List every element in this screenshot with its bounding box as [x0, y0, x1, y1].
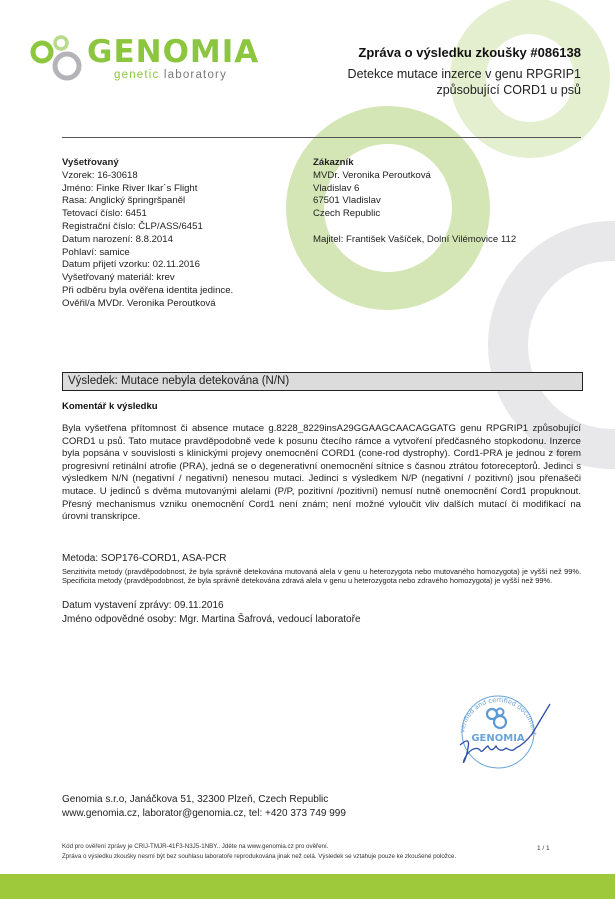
footer-address: Genomia s.r.o, Janáčkova 51, 32300 Plzeň, Czech Republic [62, 794, 329, 805]
patient-name: Jméno: Finke River Ikar´s Flight [62, 182, 198, 194]
patient-sample: Vzorek: 16-30618 [62, 169, 138, 181]
patient-verified-by: Ověřil/a MVDr. Veronika Peroutková [62, 297, 216, 309]
report-subtitle [348, 66, 581, 98]
logo-tagline-gray: laboratory [163, 69, 228, 81]
header-divider [62, 137, 581, 138]
customer-city: 67501 Vladislav [313, 195, 381, 207]
issued-section [62, 599, 361, 626]
footer-notes [62, 842, 456, 861]
responsible-person: Jméno odpovědné osoby: Mgr. Martina Šafrová, vedoucí laboratoře [62, 613, 361, 625]
genomia-logo [30, 32, 270, 92]
method-label: Metoda: SOP176-CORD1, ASA-PCR [62, 553, 227, 564]
disclaimer: Zpráva o výsledku zkoušky nesmí být bez souhlasu laboratoře reprodukována jinak než celá. Výsledek se vztahuje pouze ke zkoušené položce. [62, 852, 457, 860]
report-title: Zpráva o výsledku zkoušky #086138 [358, 45, 581, 60]
method-note: Senzitivita metody (pravděpodobnost, že byla správně detekována mutovaná alela v genu u heterozygota nebo mutovaného homozygota) je vyšší než 99%. Specificita metody (pravděpodobnost, že byla správně detekována zdravá alela v genu u heterozygota nebo zdravého homozygota) je vyšší než 99%. [62, 567, 581, 586]
patient-birthdate: Datum narození: 8.8.2014 [62, 233, 173, 245]
page-number: 1 / 1 [537, 845, 550, 852]
patient-section [62, 157, 302, 311]
patient-heading: Vyšetřovaný [62, 157, 119, 168]
patient-tattoo: Tetovací číslo: 6451 [62, 208, 147, 220]
patient-material: Vyšetřovaný materiál: krev [62, 272, 175, 284]
patient-registration: Registrační číslo: ČLP/ASS/6451 [62, 220, 203, 232]
customer-street: Vladislav 6 [313, 182, 360, 194]
ring-gray [508, 241, 615, 449]
customer-heading: Zákazník [313, 157, 354, 168]
issue-date: Datum vystavení zprávy: 09.11.2016 [62, 600, 224, 611]
patient-received-date: Datum přijetí vzorku: 02.11.2016 [62, 259, 200, 271]
bottom-green-bar [0, 874, 615, 899]
owner-line: Majitel: František Vašíček, Dolní Vilémovice 112 [313, 233, 517, 245]
footer-contact: www.genomia.cz, laborator@genomia.cz, tel: +420 373 749 999 [62, 808, 346, 819]
stamp-brand: GENOMIA [471, 733, 525, 744]
stamp-ring-text: verified and certified document [458, 695, 539, 736]
customer-country: Czech Republic [313, 208, 381, 220]
logo-circles-icon [30, 32, 88, 90]
certification-stamp [440, 690, 560, 770]
footer-address-block [62, 793, 346, 821]
patient-sex: Pohlaví: samice [62, 246, 130, 258]
patient-identity-note: Při odběru byla ověřena identita jedince. [62, 284, 234, 296]
logo-tagline-green: genetic [114, 69, 160, 81]
customer-name: MVDr. Veronika Peroutková [313, 169, 431, 181]
comment-heading: Komentář k výsledku [62, 401, 158, 412]
patient-breed: Rasa: Anglický špringršpaněl [62, 195, 186, 207]
report-subtitle-line1: Detekce mutace inzerce v genu RPGRIP1 [347, 67, 581, 81]
customer-section [313, 157, 603, 247]
verification-code: Kód pro ověření zprávy je CRIJ-TMJR-41F3-N3J5-1NBY.. Jděte na www.genomia.cz pro ověření. [62, 843, 329, 850]
result-box: Výsledek: Mutace nebyla detekována (N/N) [62, 372, 583, 391]
comment-body: Byla vyšetřena přítomnost či absence mutace g.8228_8229insA29GGAAGCAACAGGATG genu RPGRIP1 způsobující CORD1 u psů. Tato mutace pravděpodobně vede k posunu čtecího rámce a vytvoření předčasného stopkodonu. Inzerce byla popsána v souvislosti s klinickými projevy onemocnění CORD1 (cone-rod dystrophy). Cord1-PRA je jednou z forem progresivní retinální atrofie (PRA), jedná se o degenerativní onemocnění sítnice s časnou ztrátou fotoreceptorů. Jedinci s výsledkem N/N (negativní / negativní) nenesou mutaci. Jedinci s výsledkem N/P (negativní / pozitivní) jsou přenašeči mutace. U jedinců s dvěma mutovanými alelami (P/P, pozitivní /pozitivní) nemusí nutně onemocnění Cord1 propuknout. Přesný mechanismus vzniku onemocnění Cord1 není znám; není možné vyloučit vliv dalších mutací či modifikací na úrovni transkripce. [62, 423, 581, 523]
logo-brand-text: GENOMIA [87, 34, 260, 70]
report-subtitle-line2: způsobující CORD1 u psů [436, 83, 581, 97]
logo-tagline [114, 69, 227, 81]
